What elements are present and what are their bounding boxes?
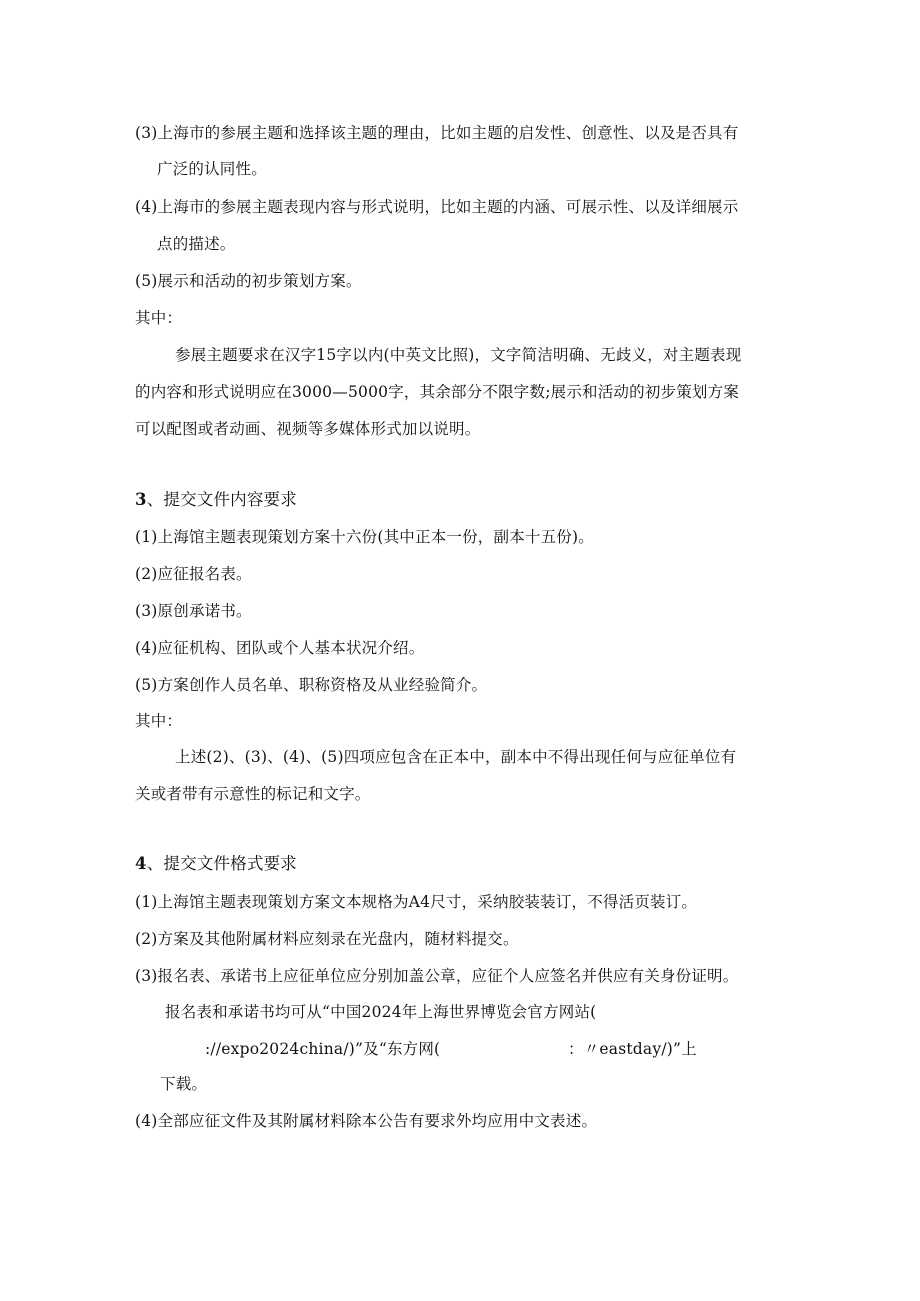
section-3-heading xyxy=(135,490,297,510)
section-3-item-1: (1)上海馆主题表现策划方案十六份(其中正本一份，副本十五份)。 xyxy=(135,528,594,546)
section-4-item-1: (1)上海馆主题表现策划方案文本规格为A4尺寸，采纳胶装装订，不得活页装订。 xyxy=(135,893,698,911)
section-3-item-3: (3)原创承诺书。 xyxy=(135,602,252,620)
item-4-line-1: (4)上海市的参展主题表现内容与形式说明，比如主题的内涵、可展示性、以及详细展示 xyxy=(135,198,739,216)
note-paragraph-line-1: 参展主题要求在汉字15字以内(中英文比照)，文字简洁明确、无歧义，对主题表现 xyxy=(175,346,742,364)
note-label: 其中： xyxy=(135,309,183,327)
note-paragraph-line-3: 可以配图或者动画、视频等多媒体形式加以说明。 xyxy=(135,420,481,438)
item-3-line-1: (3)上海市的参展主题和选择该主题的理由，比如主题的启发性、创意性、以及是否具有 xyxy=(135,124,739,142)
section-4-number: 4 xyxy=(135,854,147,873)
download-line-2b: ：〃eastday/)”上 xyxy=(568,1040,697,1058)
download-line-1: 报名表和承诺书均可从“中国2024年上海世界博览会官方网站( xyxy=(165,1003,597,1021)
section-3-number: 3 xyxy=(135,490,147,509)
section-3-item-2: (2)应征报名表。 xyxy=(135,565,252,583)
section-4-item-2: (2)方案及其他附属材料应刻录在光盘内，随材料提交。 xyxy=(135,930,519,948)
note-paragraph-line-2: 的内容和形式说明应在3000—5000字，其余部分不限字数;展示和活动的初步策划方案 xyxy=(135,383,740,401)
download-line-2a: ://expo2024china/)”及“东方网( xyxy=(205,1040,441,1058)
download-line-3: 下载。 xyxy=(160,1075,208,1093)
section-3-note-line-1: 上述(2)、(3)、(4)、(5)四项应包含在正本中，副本中不得出现任何与应征单位有 xyxy=(175,748,737,766)
section-4-title: 、提交文件格式要求 xyxy=(146,854,297,873)
section-3-item-5: (5)方案创作人员名单、职称资格及从业经验简介。 xyxy=(135,676,488,694)
section-3-note-line-2: 关或者带有示意性的标记和文字。 xyxy=(135,785,371,803)
section-3-item-4: (4)应征机构、团队或个人基本状况介绍。 xyxy=(135,639,425,657)
item-5: (5)展示和活动的初步策划方案。 xyxy=(135,272,362,290)
section-4-item-3: (3)报名表、承诺书上应征单位应分别加盖公章，应征个人应签名并供应有关身份证明。 xyxy=(135,967,739,985)
item-4-line-2: 点的描述。 xyxy=(157,235,236,253)
item-3-line-2: 广泛的认同性。 xyxy=(157,160,267,178)
section-3-title: 、提交文件内容要求 xyxy=(146,490,297,509)
section-4-item-4: (4)全部应征文件及其附属材料除本公告有要求外均应用中文表述。 xyxy=(135,1112,598,1130)
section-3-note-label: 其中： xyxy=(135,712,183,730)
section-4-heading xyxy=(135,854,297,874)
